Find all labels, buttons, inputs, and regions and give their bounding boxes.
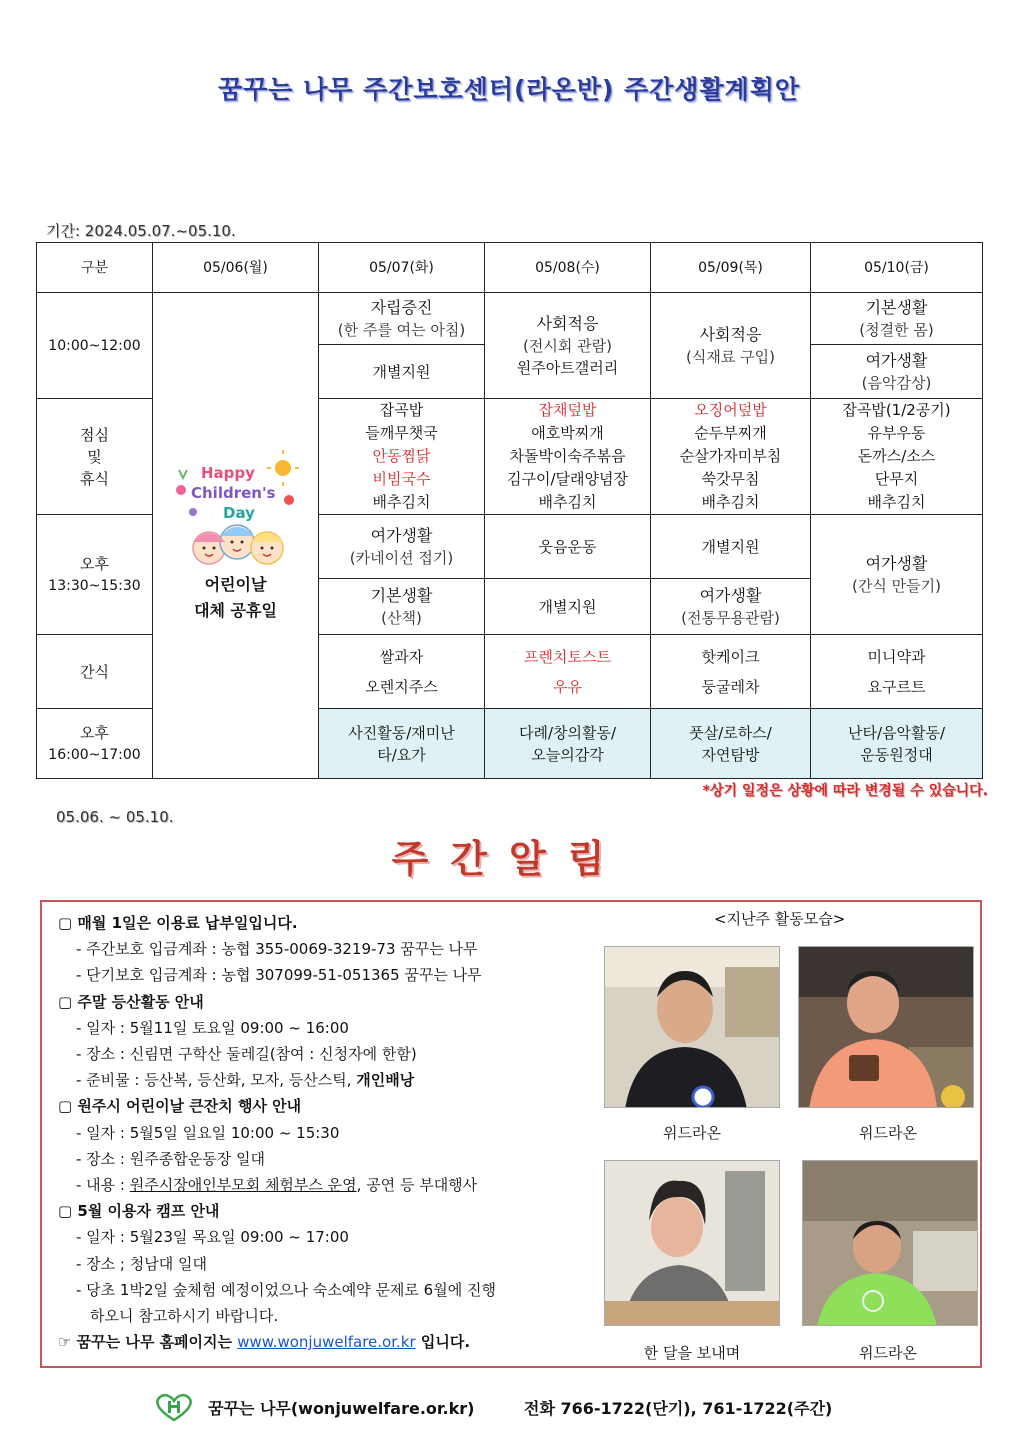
menu-item: 안동찜닭 [372, 447, 431, 465]
tue-pm1 [319, 515, 485, 579]
menu-item: 애호박찌개 [531, 424, 604, 442]
organization-logo-icon [152, 1392, 196, 1422]
notice-item: - 단기보호 입금계좌 : 농협 307099-51-051365 꿈꾸는 나무 [76, 966, 482, 985]
photo-caption-1: 위드라온 [663, 1124, 721, 1142]
late-label-2: 16:00~17:00 [48, 746, 141, 763]
snack-item: 쌀과자 [379, 647, 424, 666]
notice-item: - 일자 : 5월23일 목요일 09:00 ~ 17:00 [76, 1228, 349, 1247]
schedule-change-note: *상기 일정은 상황에 따라 변경될 수 있습니다. [702, 783, 988, 799]
homepage-text: 입니다. [415, 1333, 471, 1352]
notice-box [40, 900, 982, 1368]
tue-am2: 개별지원 [319, 345, 485, 399]
lunch-label-3: 휴식 [80, 469, 109, 488]
lunch-label-2: 및 [87, 447, 102, 466]
menu-item: 비빔국수 [372, 470, 431, 488]
gallery-title: <지난주 활동모습> [714, 910, 846, 928]
thu-lunch [651, 399, 811, 515]
menu-item: 잡곡밥(1/2공기) [842, 401, 951, 419]
person-photo-icon [803, 1161, 978, 1326]
menu-item: 배추김치 [701, 493, 760, 511]
menu-item: 들깨무챗국 [365, 424, 438, 442]
snack-item: 요구르트 [867, 677, 926, 696]
late-label-1: 오후 [80, 723, 109, 742]
afternoon-label-1: 오후 [80, 554, 109, 573]
notice-heading: ▢ 주말 등산활동 안내 [58, 992, 204, 1011]
tue-lunch [319, 399, 485, 515]
wed-am-title: 사회적응 [536, 313, 599, 333]
afternoon-label-2: 13:30~15:30 [48, 577, 141, 594]
wed-am-place: 원주아트갤러리 [516, 358, 619, 377]
late-line: 오늘의감각 [531, 745, 604, 764]
homepage-text: ☞ 꿈꾸는 나무 홈페이지는 [58, 1333, 238, 1352]
thu-pm1: 개별지원 [651, 515, 811, 579]
tue-snack [319, 635, 485, 709]
row-label-late [37, 709, 153, 779]
table-row [37, 293, 983, 345]
menu-item: 유부우동 [867, 424, 926, 442]
holiday-cell [153, 293, 319, 779]
notice-text: - 준비물 : 등산복, 등산화, 모자, 등산스틱, [76, 1071, 357, 1090]
row-label-lunch [37, 399, 153, 515]
notice-item [58, 1172, 598, 1198]
snack-item: 프렌치토스트 [524, 647, 611, 666]
header-mon: 05/06(월) [153, 243, 319, 293]
notice-list [58, 910, 598, 1355]
header-thu: 05/09(목) [651, 243, 811, 293]
activity-photo-2 [798, 946, 974, 1108]
thu-pm2-title: 여가생활 [699, 585, 762, 605]
holiday-line1: 어린이날 [204, 574, 267, 594]
menu-item: 김구이/달래양념장 [507, 470, 628, 488]
fri-am1-sub: (청결한 몸) [859, 320, 934, 339]
menu-item: 차돌박이숙주볶음 [509, 447, 626, 465]
page-title: 꿈꾸는 나무 주간보호센터(라온반) 주간생활계획안 [217, 75, 801, 104]
tue-pm1-sub: (카네이션 접기) [349, 548, 454, 567]
fri-am2-title: 여가생활 [865, 350, 928, 370]
wed-am [485, 293, 651, 399]
fri-lunch [811, 399, 983, 515]
menu-item: 단무지 [874, 470, 919, 488]
row-label-morning: 10:00~12:00 [37, 293, 153, 399]
notice-heading: ▢ 매월 1일은 이용료 납부일입니다. [58, 914, 298, 932]
menu-item: 순살가자미부침 [679, 447, 782, 465]
svg-text:Children's: Children's [190, 483, 275, 502]
thu-pm2-sub: (전통무용관람) [681, 608, 780, 627]
fri-am1 [811, 293, 983, 345]
fri-late [811, 709, 983, 779]
menu-item: 배추김치 [867, 493, 926, 511]
weekly-plan-table [36, 242, 983, 779]
notice-text: , 공연 등 부대행사 [356, 1176, 478, 1195]
wed-snack [485, 635, 651, 709]
fri-am2 [811, 345, 983, 399]
wed-pm2: 개별지원 [485, 579, 651, 635]
tue-am1 [319, 293, 485, 345]
header-wed: 05/08(수) [485, 243, 651, 293]
row-label-snack: 간식 [37, 635, 153, 709]
thu-am [651, 293, 811, 399]
tue-am1-sub: (한 주를 여는 아침) [337, 320, 466, 339]
thu-late [651, 709, 811, 779]
fri-pm-sub: (간식 만들기) [852, 576, 941, 595]
person-photo-icon [799, 947, 974, 1108]
notice-underlined-text: 원주시장애인부모회 체험부스 운영 [129, 1176, 357, 1195]
tue-pm2 [319, 579, 485, 635]
fri-am1-title: 기본생활 [865, 297, 928, 317]
header-fri: 05/10(금) [811, 243, 983, 293]
header-tue: 05/07(화) [319, 243, 485, 293]
photo-caption-4: 위드라온 [859, 1344, 917, 1362]
tue-am1-title: 자립증진 [370, 297, 433, 317]
tue-pm2-sub: (산책) [381, 608, 422, 627]
activity-photo-1 [604, 946, 780, 1108]
svg-text:Happy: Happy [200, 463, 255, 482]
homepage-link[interactable]: www.wonjuwelfare.or.kr [237, 1333, 416, 1352]
holiday-line2: 대체 공휴일 [194, 600, 277, 620]
menu-item: 잡곡밥 [379, 401, 424, 419]
menu-item: 쑥갓무침 [701, 470, 760, 488]
thu-snack [651, 635, 811, 709]
notice-item: - 당초 1박2일 숲체험 예정이었으나 숙소예약 문제로 6월에 진행 [76, 1280, 496, 1299]
lunch-label-1: 점심 [80, 425, 109, 444]
late-line: 난타/음악활동/ [847, 723, 946, 742]
thu-pm2 [651, 579, 811, 635]
notice-item: 하오니 참고하시기 바랍니다. [90, 1307, 279, 1326]
notice-heading: ▢ 5월 이용자 캠프 안내 [58, 1202, 220, 1221]
fri-pm-title: 여가생활 [865, 553, 928, 573]
fri-snack [811, 635, 983, 709]
snack-item: 둥굴레차 [701, 677, 760, 696]
weekly-notice-title: 주간알림 [391, 837, 627, 881]
snack-item: 오렌지주스 [365, 677, 438, 696]
menu-item: 배추김치 [372, 493, 431, 511]
photo-caption-2: 위드라온 [859, 1124, 917, 1142]
late-line: 타/요가 [377, 745, 426, 764]
header-category: 구분 [37, 243, 153, 293]
activity-photo-3 [604, 1160, 780, 1326]
person-photo-icon [605, 947, 780, 1108]
fri-pm [811, 515, 983, 635]
late-line: 다례/창의활동/ [518, 723, 617, 742]
late-line: 풋살/로하스/ [689, 723, 772, 742]
svg-text:Day: Day [222, 503, 255, 522]
thu-am-title: 사회적응 [699, 324, 762, 344]
menu-item: 순두부찌개 [694, 424, 767, 442]
footer-organization: 꿈꾸는 나무(wonjuwelfare.or.kr) [208, 1399, 475, 1418]
snack-item: 미니약과 [867, 647, 926, 666]
person-photo-icon [605, 1161, 780, 1326]
menu-item: 돈까스/소스 [857, 447, 936, 465]
notice-item: - 장소 : 신림면 구학산 둘레길(참여 : 신청자에 한함) [76, 1045, 417, 1064]
fri-am2-sub: (음악감상) [861, 373, 932, 392]
notice-item: - 주간보호 입금계좌 : 농협 355-0069-3219-73 꿈꾸는 나무 [76, 940, 478, 959]
footer-phone: 전화 766-1722(단기), 761-1722(주간) [524, 1399, 833, 1418]
snack-item: 우유 [553, 677, 582, 696]
childrens-day-icon [171, 450, 301, 570]
late-line: 사진활동/재미난 [348, 723, 455, 742]
menu-item: 잡채덮밥 [538, 401, 597, 419]
wed-lunch [485, 399, 651, 515]
notice-text: - 내용 : [76, 1176, 130, 1195]
menu-item: 오징어덮밥 [694, 401, 767, 419]
photo-caption-3: 한 달을 보내며 [643, 1344, 741, 1362]
period-label: 기간: 2024.05.07.~05.10. [46, 222, 236, 240]
notice-item: - 일자 : 5월5일 일요일 10:00 ~ 15:30 [76, 1123, 340, 1142]
menu-item: 배추김치 [538, 493, 597, 511]
wed-pm1: 웃음운동 [485, 515, 651, 579]
wed-late [485, 709, 651, 779]
table-header-row [37, 243, 983, 293]
tue-late [319, 709, 485, 779]
tue-pm2-title: 기본생활 [370, 585, 433, 605]
homepage-notice [58, 1329, 598, 1355]
notice-date-range: 05.06. ~ 05.10. [56, 808, 174, 826]
tue-pm1-title: 여가생활 [370, 525, 433, 545]
notice-heading: ▢ 원주시 어린이날 큰잔치 행사 안내 [58, 1097, 302, 1116]
thu-am-sub: (식재료 구입) [686, 347, 775, 366]
wed-am-sub: (전시회 관람) [523, 336, 612, 355]
late-line: 자연탐방 [701, 745, 760, 764]
notice-item: - 장소 : 원주종합운동장 일대 [76, 1149, 265, 1168]
row-label-afternoon [37, 515, 153, 635]
snack-item: 핫케이크 [701, 647, 760, 666]
activity-photo-4 [802, 1160, 978, 1326]
notice-item: - 일자 : 5월11일 토요일 09:00 ~ 16:00 [76, 1018, 349, 1037]
notice-item: - 장소 ; 청남대 일대 [76, 1254, 207, 1273]
notice-item [58, 1067, 598, 1093]
late-line: 운동원정대 [860, 745, 933, 764]
notice-bold-text: 개인배낭 [356, 1071, 415, 1090]
